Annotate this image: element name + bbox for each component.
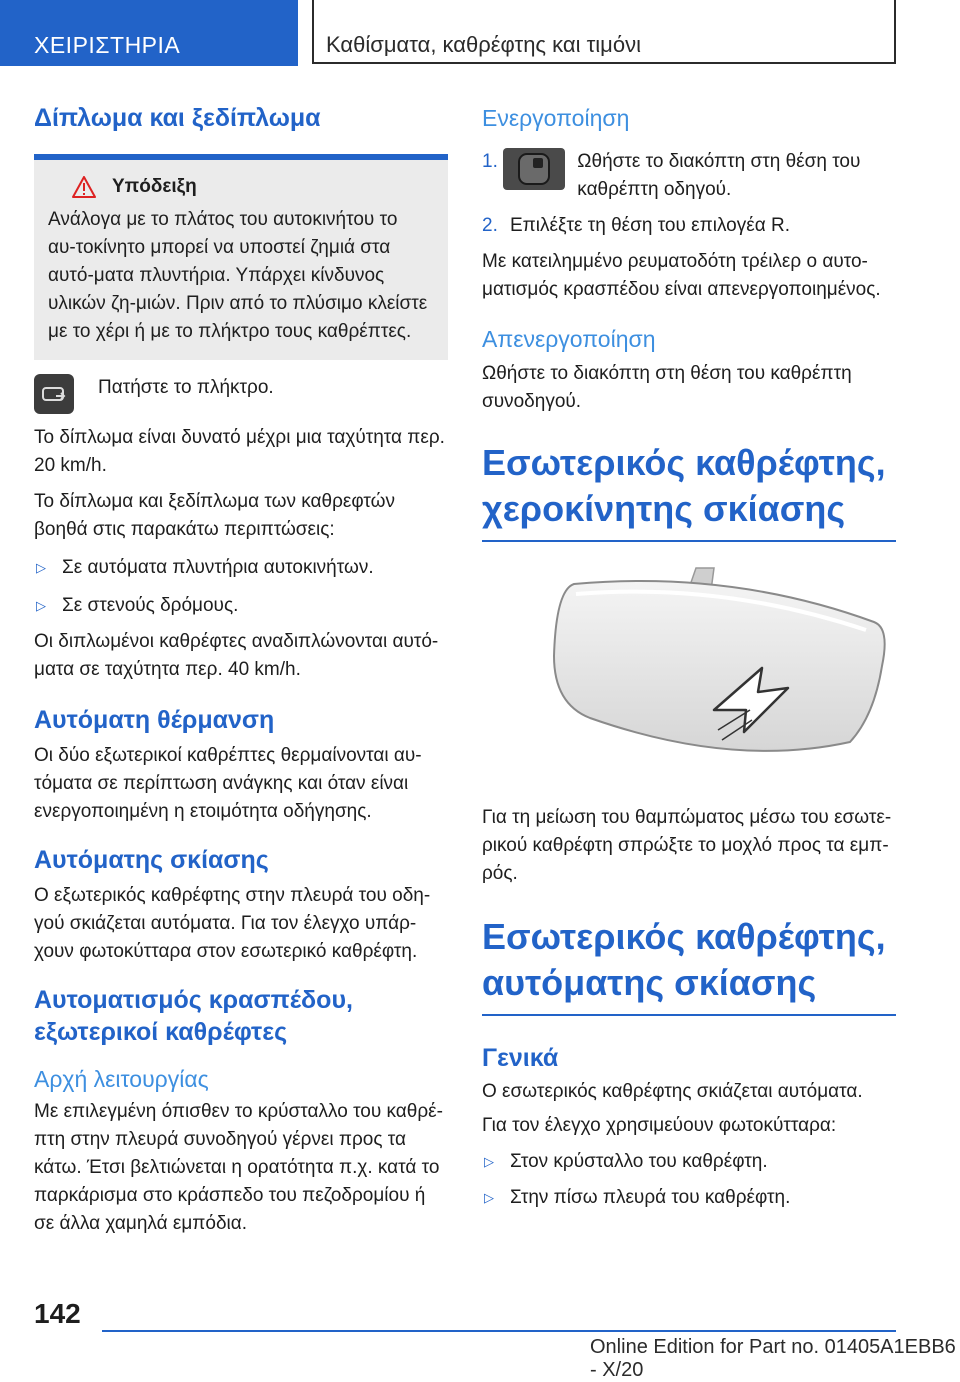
heading-principle: Αρχή λειτουργίας	[34, 1066, 209, 1092]
warning-box	[34, 154, 448, 360]
list-item-text: Στον κρύσταλλο του καθρέφτη.	[510, 1151, 768, 1172]
paragraph-general-1: Ο εσωτερικός καθρέφτης σκιάζεται αυτόματα.	[482, 1081, 863, 1102]
right-column	[482, 66, 896, 1212]
press-button-text: Πατήστε το πλήκτρο.	[98, 377, 274, 398]
warning-icon	[72, 176, 96, 198]
section-tab: ΧΕΙΡΙΣΤΗΡΙΑ	[0, 0, 298, 66]
chapter-title: Καθίσματα, καθρέφτης και τιμόνι	[312, 0, 896, 64]
paragraph-unfold: Οι διπλωμένοι καθρέφτες αναδιπλώνονται αυτό-ματα σε ταχύτητα περ. 40 km/h.	[34, 631, 439, 680]
bullet-triangle-icon: ▷	[484, 1190, 494, 1205]
list-item	[482, 148, 896, 204]
page-header	[0, 0, 960, 66]
paragraph-dimming: Ο εξωτερικός καθρέφτης στην πλευρά του οδη-γού σκιάζεται αυτόματα. Για τον έλεγχο υπάρ-χουν φωτοκύτταρα στον εσωτερικό καθρέφτη.	[34, 885, 431, 962]
warning-text: Ανάλογα με το πλάτος του αυτοκινήτου το αυ-τοκίνητο μπορεί να υποστεί ζημιά στα αυτό-ματα πλυντήρια. Υπάρχει κίνδυνος υλικών ζη-μιών. Πριν από το πλύσιμο κλείστε με το χέρι ή με το πλήκτρο τους καθρέπτες.	[48, 209, 428, 342]
bullet-triangle-icon: ▷	[36, 560, 46, 575]
paragraph-cases: Το δίπλωμα και ξεδίπλωμα των καθρεφτών βοηθά στις παρακάτω περιπτώσεις:	[34, 491, 395, 540]
left-column	[34, 66, 448, 1238]
list-item	[482, 212, 896, 240]
list-item	[482, 1184, 896, 1212]
paragraph-speed: Το δίπλωμα είναι δυνατό μέχρι μια ταχύτητα περ. 20 km/h.	[34, 427, 445, 476]
paragraph-deactivation: Ωθήστε το διακόπτη στη θέση του καθρέπτη συνοδηγού.	[482, 363, 852, 412]
heading-manual-dimming: Εσωτερικός καθρέφτης, χεροκίνητης σκίασης	[482, 442, 886, 529]
heading-general: Γενικά	[482, 1044, 559, 1072]
paragraph-trailer: Με κατειλημμένο ρευματοδότη τρέιλερ ο αυτο-ματισμός κρασπέδου είναι απενεργοποιημένος.	[482, 251, 881, 300]
heading-activation: Ενεργοποίηση	[482, 105, 630, 131]
bullet-triangle-icon: ▷	[36, 598, 46, 613]
footer-divider	[102, 1330, 896, 1332]
paragraph-general-2: Για τον έλεγχο χρησιμεύουν φωτοκύτταρα:	[482, 1115, 837, 1136]
paragraph-manual-dimming: Για τη μείωση του θαμπώματος μέσω του εσωτε-ρικού καθρέφτη σπρώξτε το μοχλό προς τα εμπ-ρός.	[482, 807, 892, 884]
list-item-text: Σε στενούς δρόμους.	[62, 595, 239, 616]
step-text: Ωθήστε το διακόπτη στη θέση του καθρέπτη οδηγού.	[577, 151, 861, 200]
warning-header	[48, 176, 432, 198]
heading-tilt: Αυτοματισμός κρασπέδου, εξωτερικοί καθρέφτες	[34, 986, 353, 1046]
interior-mirror-image	[482, 560, 896, 790]
section-divider	[482, 540, 896, 542]
mirror-switch-icon	[503, 148, 565, 190]
list-item-text: Στην πίσω πλευρά του καθρέφτη.	[510, 1187, 791, 1208]
section-divider	[482, 1014, 896, 1016]
bullet-triangle-icon: ▷	[484, 1154, 494, 1169]
heading-auto-dimming: Εσωτερικός καθρέφτης, αυτόματης σκίασης	[482, 916, 886, 1003]
heading-heating: Αυτόματη θέρμανση	[34, 706, 275, 734]
step-number: 2.	[482, 215, 498, 236]
list-item-text: Σε αυτόματα πλυντήρια αυτοκινήτων.	[62, 557, 374, 578]
heading-dimming: Αυτόματης σκίασης	[34, 846, 269, 874]
step-text: Επιλέξτε τη θέση του επιλογέα R.	[510, 215, 790, 236]
list-item	[482, 1148, 896, 1176]
section-title-folding: Δίπλωμα και ξεδίπλωμα	[34, 104, 321, 132]
paragraph-principle: Με επιλεγμένη όπισθεν το κρύσταλλο του καθρέ-πτη στην πλευρά συνοδηγού γέρνει προς τα κάτω. Έτσι βελτιώνεται η ορατότητα π.χ. κατά το παρκάρισμα στο κράσπεδο του πεζοδρομίου ή σε άλλα χαμηλά εμπόδια.	[34, 1101, 443, 1234]
button-instruction	[34, 374, 448, 414]
edition-text: Online Edition for Part no. 01405A1EBB6 - X/20	[590, 1336, 956, 1381]
page-number: 142	[34, 1298, 81, 1329]
step-number: 1.	[482, 151, 498, 172]
warning-title: Υπόδειξη	[112, 176, 197, 197]
paragraph-heating: Οι δύο εξωτερικοί καθρέπτες θερμαίνονται αυ-τόματα σε περίπτωση ανάγκης και όταν είναι ενεργοποιημένη η ετοιμότητα οδήγησης.	[34, 745, 422, 822]
heading-deactivation: Απενεργοποίηση	[482, 326, 656, 352]
list-item	[34, 554, 448, 582]
list-item	[34, 592, 448, 620]
mirror-fold-button-icon	[34, 374, 74, 414]
